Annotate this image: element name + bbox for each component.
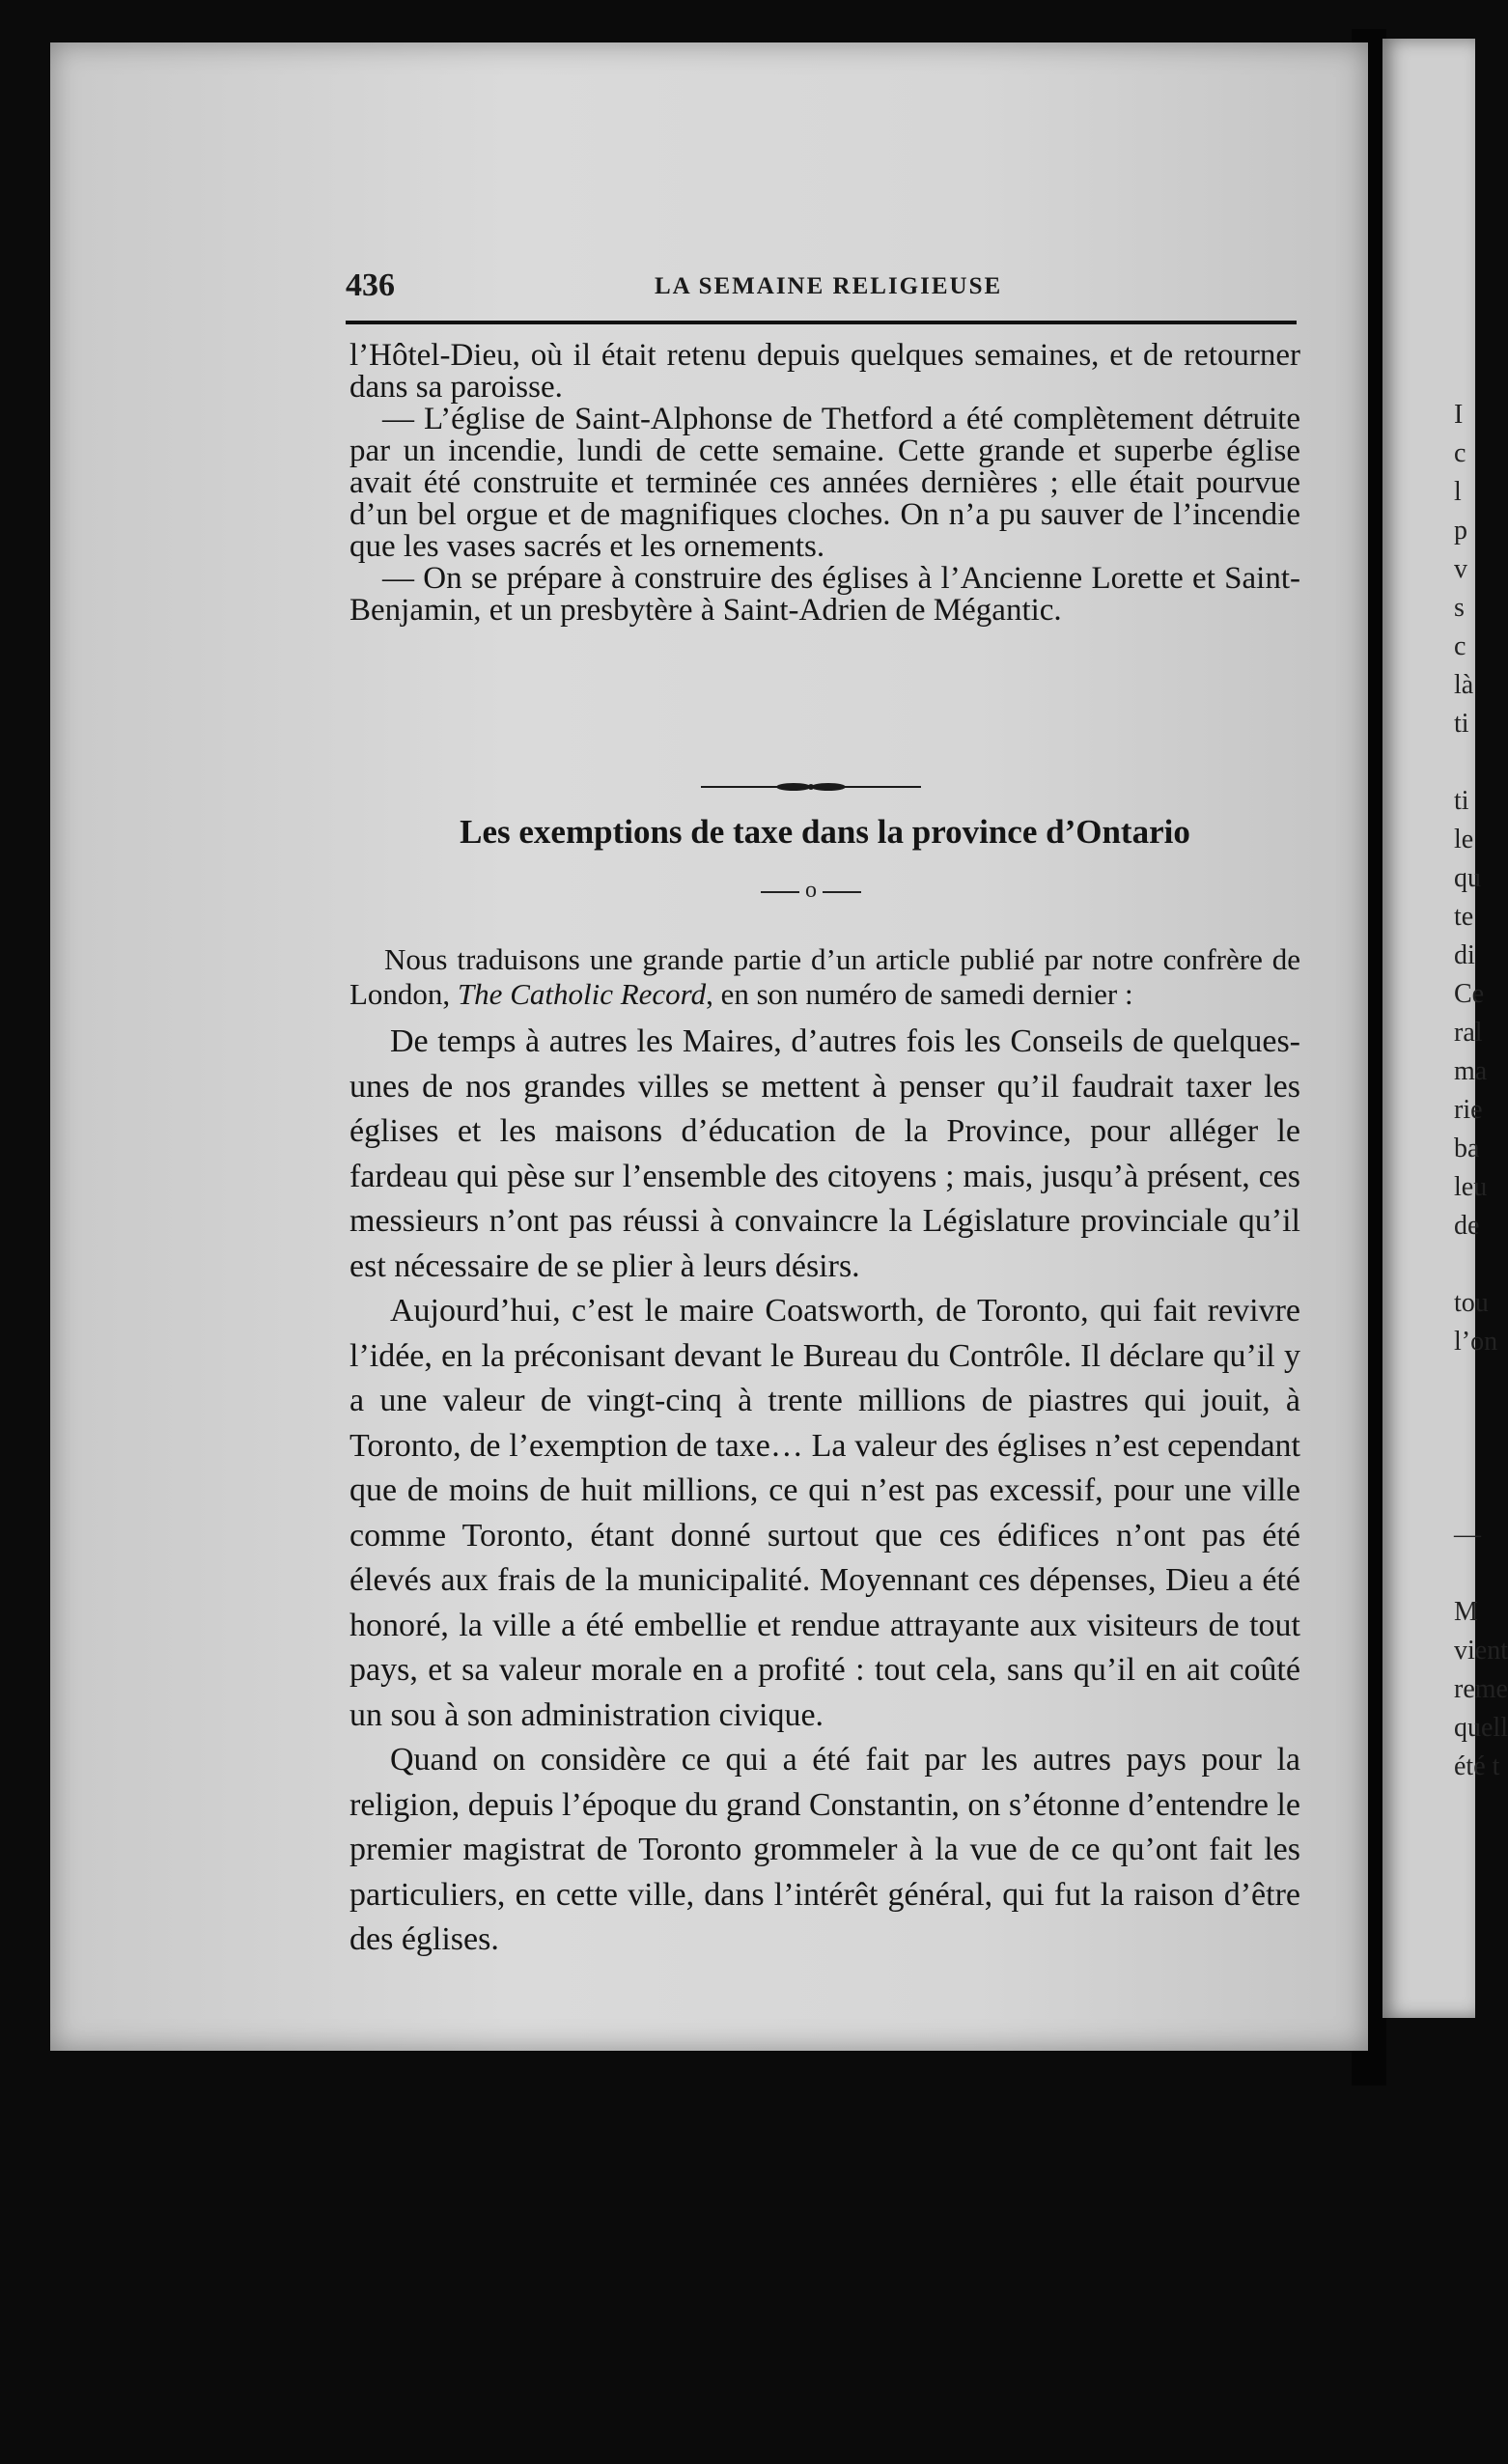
rule-mark: o xyxy=(805,878,817,903)
facing-page-fragment: te xyxy=(1454,902,1474,932)
facing-page-fragment xyxy=(1454,1477,1475,1516)
facing-page-fragment: reme xyxy=(1454,1674,1508,1704)
running-title: LA SEMAINE RELIGIEUSE xyxy=(655,273,1003,299)
running-head xyxy=(346,267,1301,306)
intro-text-end: , en son numéro de samedi dernier : xyxy=(706,977,1133,1011)
facing-page-fragment: vient xyxy=(1454,1636,1508,1666)
news-item-thetford: — L’église de Saint-Alphonse de Thetford a été complètement détruite par un incendie, lundi de cette semaine. Cette grande et superbe église avait été construite et terminée ces années dernières ; elle était pourvue d’un bel orgue et de magnifiques cloches. On n’a pu sauver de l’incendie que les vases sacrés et les ornements. xyxy=(349,402,1300,564)
facing-page-fragment xyxy=(1454,1400,1475,1439)
facing-page-fragment: été t xyxy=(1454,1751,1500,1781)
news-items xyxy=(349,340,1300,627)
article-title: Les exemptions de taxe dans la province d’Ontario xyxy=(460,813,1190,851)
facing-page-fragment: ma xyxy=(1454,1056,1488,1086)
title-rule xyxy=(761,875,861,908)
news-continuation: l’Hôtel-Dieu, où il était retenu depuis quelques semaines, et de retourner dans sa paroisse. xyxy=(349,338,1300,405)
section-ornament xyxy=(701,780,921,794)
facing-page-fragment: di xyxy=(1454,940,1475,970)
facing-page-fragment: s xyxy=(1454,593,1465,623)
facing-page-fragment: ti xyxy=(1454,709,1469,739)
facing-page-fragment xyxy=(1454,1439,1475,1477)
facing-page-fragment: rie xyxy=(1454,1095,1483,1125)
facing-page-fragment: l xyxy=(1454,477,1462,507)
facing-page-fragment: p xyxy=(1454,516,1467,546)
facing-page-fragment: c xyxy=(1454,631,1466,661)
article-paragraph-3: Quand on considère ce qui a été fait par les autres pays pour la religion, depuis l’époque du grand Constantin, on s’étonne d’entendre le premier magistrat de Toronto grommeler à la vue de ce qu’ont fait les particuliers, en cette ville, dans l’intérêt général, qui fut la raison d’être des églises. xyxy=(349,1742,1300,1957)
facing-page-fragment xyxy=(1454,1554,1475,1593)
page-number: 436 xyxy=(346,267,395,303)
facing-page-fragment: de xyxy=(1454,1211,1480,1241)
facing-page-fragment: le xyxy=(1454,825,1474,854)
facing-page-fragment: tou xyxy=(1454,1288,1489,1318)
facing-page-fragment: — xyxy=(1454,1520,1481,1550)
facing-page-fragment: c xyxy=(1454,438,1466,468)
facing-page-fragment xyxy=(1454,1246,1475,1284)
article-paragraph-1: De temps à autres les Maires, d’autres fois les Conseils de quelques-unes de nos grandes villes se mettent à penser qu’il faudrait taxer les églises et les maisons d’éducation de la Province, pour alléger le fardeau qui pèse sur l’ensemble des citoyens ; mais, jusqu’à présent, ces messieurs n’ont pas réussi à convaincre la Législature provinciale qu’il est nécessaire de se plier à leurs désirs. xyxy=(349,1023,1300,1284)
journal-name: The Catholic Record xyxy=(457,977,707,1011)
facing-page-fragment: ti xyxy=(1454,786,1469,816)
article-body xyxy=(349,942,1300,1963)
facing-page-fragment: l’on xyxy=(1454,1327,1498,1357)
facing-page-fragment: v xyxy=(1454,554,1467,584)
facing-page-fragment: I xyxy=(1454,400,1464,430)
facing-page-fragment xyxy=(1454,1361,1475,1400)
facing-page-fragment: Ce xyxy=(1454,979,1485,1009)
news-item-churches: — On se prépare à construire des églises à l’Ancienne Lorette et Saint-Benjamin, et un presbytère à Saint-Adrien de Mégantic. xyxy=(349,561,1300,628)
article-paragraph-2: Aujourd’hui, c’est le maire Coatsworth, de Toronto, qui fait revivre l’idée, en la préconisant devant le Bureau du Contrôle. Il déclare qu’il y a une valeur de vingt-cinq à trente millions de piastres qui jouit, à Toronto, de l’exemption de taxe… La valeur des églises n’est cependant que de moins de huit millions, ce qui n’est pas excessif, pour une ville comme Toronto, étant donné surtout que ces édifices n’ont pas été élevés aux frais de la municipalité. Moyennant ces dépenses, Dieu a été honoré, la ville a été embellie et rendue attrayante aux visiteurs de tout pays, et sa valeur morale en a profité : tout cela, sans qu’il en ait coûté un sou à son administration civique. xyxy=(349,1293,1300,1733)
facing-page-fragment: ral xyxy=(1454,1018,1483,1048)
article-intro xyxy=(349,942,1300,1012)
header-rule xyxy=(346,321,1297,324)
facing-page-fragment: leu xyxy=(1454,1172,1488,1202)
facing-page-fragment xyxy=(1454,743,1475,782)
facing-page-fragment: M xyxy=(1454,1597,1478,1627)
intro-text: Nous traduisons une grande partie d’un article publié par notre confrère de London, xyxy=(349,942,1300,1011)
facing-page-fragment: quell xyxy=(1454,1713,1508,1743)
facing-page-fragment: ba xyxy=(1454,1134,1480,1163)
facing-page-fragment: là xyxy=(1454,670,1474,700)
facing-page-fragments xyxy=(1454,396,1508,1786)
facing-page-fragment: qu xyxy=(1454,863,1481,893)
